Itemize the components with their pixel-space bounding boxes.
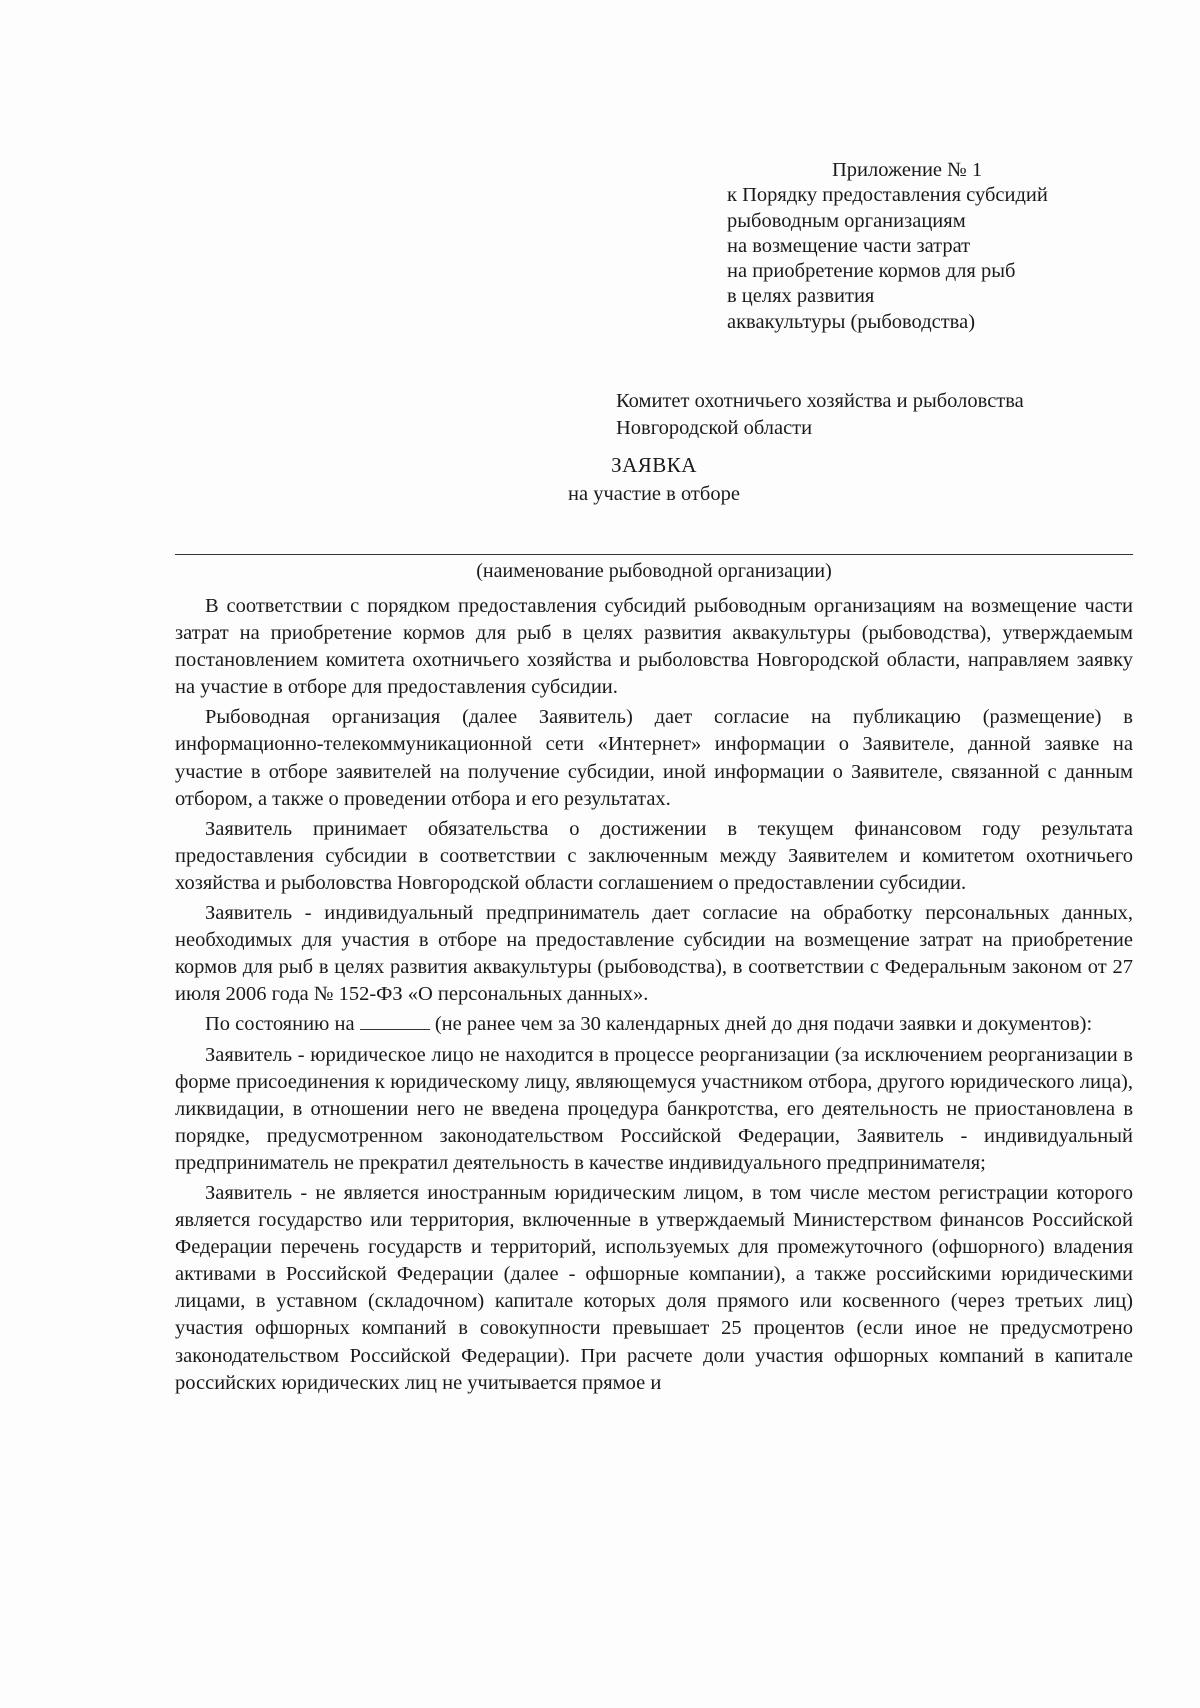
- addressee-line: Комитет охотничьего хозяйства и рыболовства: [616, 390, 1024, 412]
- addressee-block: [616, 388, 1024, 442]
- paragraph-text: По состоянию на: [205, 1013, 360, 1036]
- document-title: ЗАЯВКА: [611, 453, 697, 477]
- date-blank-field: [360, 1011, 430, 1030]
- paragraph: Заявитель - юридическое лицо не находится в процессе реорганизации (за исключением реорганизации в форме присоединения к юридическому лицу, являющемуся участником отбора, другого юридического лица), ликвидации, в отношении него не введена процедура банкротства, его деятельность не приостановлена в порядке, предусмотренном законодательством Российской Федерации, Заявитель - индивидуальный предприниматель не прекратил деятельность в качестве индивидуального предпринимателя;: [175, 1043, 1133, 1174]
- paragraph-date: [175, 1011, 1133, 1038]
- appendix-line: на возмещение части затрат: [727, 234, 971, 257]
- paragraph: Заявитель - не является иностранным юридическим лицом, в том числе местом регистрации которого является государство или территория, включенные в утверждаемый Министерством финансов Российской Федерации перечень государств и территорий, используемых для промежуточного (офшорного) владения активами в Российской Федерации (далее - офшорные компании), а также российскими юридическими лицами, в уставном (складочном) капитале которых доля прямого или косвенного (через третьих лиц) участия офшорных компаний в совокупности превышает 25 процентов (если иное не предусмотрено законодательством Российской Федерации). При расчете доли участия офшорных компаний в капитале российских юридических лиц не учитывается прямое и: [175, 1181, 1133, 1394]
- appendix-line: к Порядку предоставления субсидий: [727, 184, 1048, 207]
- addressee-line: Новгородской области: [616, 417, 813, 439]
- organization-name-line: [175, 554, 1133, 555]
- appendix-line: в целях развития: [727, 285, 875, 308]
- organization-name-caption: (наименование рыбоводной организации): [476, 560, 832, 582]
- document-body: [175, 593, 1133, 1400]
- appendix-number: Приложение № 1: [832, 159, 983, 181]
- document-subtitle: на участие в отборе: [568, 483, 740, 505]
- paragraph: Заявитель - индивидуальный предприниматель дает согласие на обработку персональных данных, необходимых для участия в отборе на предоставление субсидии на возмещение затрат на приобретение кормов для рыб в целях развития аквакультуры (рыбоводства), в соответствии с Федеральным законом от 27 июля 2006 года № 152-ФЗ «О персональных данных».: [175, 902, 1133, 1006]
- paragraph: В соответствии с порядком предоставления субсидий рыбоводным организациям на возмещение части затрат на приобретение кормов для рыб в целях развития аквакультуры (рыбоводства), утверждаемым постановлением комитета охотничьего хозяйства и рыболовства Новгородской области, направляем заявку на участие в отборе для предоставления субсидии.: [175, 595, 1133, 699]
- appendix-line: аквакультуры (рыбоводства): [727, 310, 976, 333]
- paragraph: Рыбоводная организация (далее Заявитель) дает согласие на публикацию (размещение) в информационно-телекоммуникационной сети «Интернет» информации о Заявителе, данной заявке на участие в отборе заявителей на получение субсидии, иной информации о Заявителе, связанной с данным отбором, а также о проведении отбора и его результатах.: [175, 706, 1133, 810]
- appendix-line: рыбоводным организациям: [727, 209, 966, 232]
- appendix-block: [727, 158, 1147, 335]
- paragraph: Заявитель принимает обязательства о достижении в текущем финансовом году результата предоставления субсидии в соответствии с заключенным между Заявителем и комитетом охотничьего хозяйства и рыболовства Новгородской области соглашением о предоставлении субсидии.: [175, 817, 1133, 894]
- paragraph-text: (не ранее чем за 30 календарных дней до дня подачи заявки и документов):: [429, 1013, 1093, 1036]
- appendix-line: на приобретение кормов для рыб: [727, 260, 1016, 283]
